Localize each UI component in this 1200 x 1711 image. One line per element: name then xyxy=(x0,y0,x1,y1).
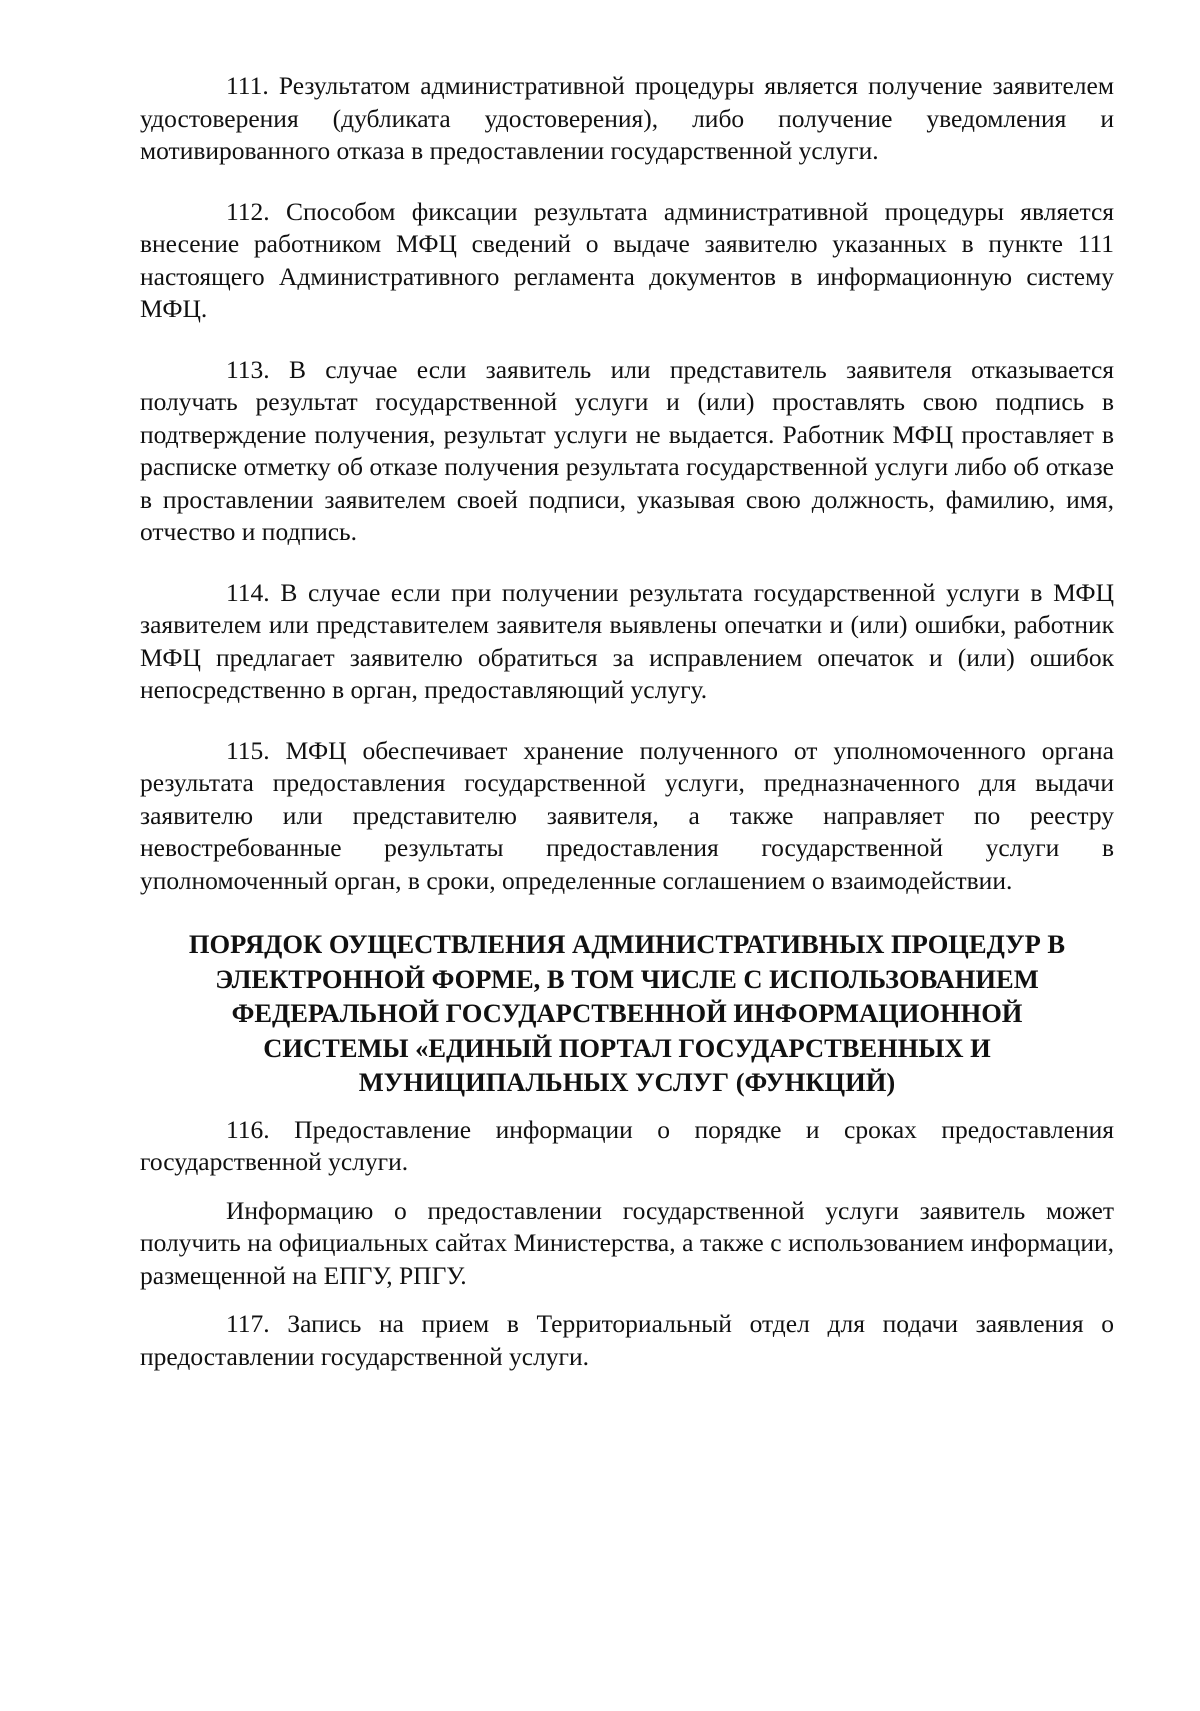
document-page xyxy=(140,70,1114,1373)
section-heading-line: ЭЛЕКТРОННОЙ ФОРМЕ, В ТОМ ЧИСЛЕ С ИСПОЛЬЗОВАНИЕМ xyxy=(215,963,1039,994)
paragraph-113: 113. В случае если заявитель или представитель заявителя отказывается получать результат государственной услуги и (или) проставлять свою подпись в подтверждение получения, результат услуги не выдается. Работник МФЦ проставляет в расписке отметку об отказе получения результата государственной услуги либо об отказе в проставлении заявителем своей подписи, указывая свою должность, фамилию, имя, отчество и подпись. xyxy=(140,354,1114,546)
paragraph-117: 117. Запись на прием в Территориальный отдел для подачи заявления о предоставлении государственной услуги. xyxy=(140,1309,1114,1371)
section-heading xyxy=(140,927,1114,1100)
paragraph-116: 116. Предоставление информации о порядке и сроках предоставления государственной услуги. xyxy=(140,1114,1114,1176)
paragraph-112: 112. Способом фиксации результата административной процедуры является внесение работником МФЦ сведений о выдаче заявителю указанных в пункте 111 настоящего Административного регламента документов в информационную систему МФЦ. xyxy=(140,196,1114,323)
paragraph-114: 114. В случае если при получении результата государственной услуги в МФЦ заявителем или представителем заявителя выявлены опечатки и (или) ошибки, работник МФЦ предлагает заявителю обратиться за исправлением опечаток и (или) ошибок непосредственно в орган, предоставляющий услугу. xyxy=(140,577,1114,704)
section-heading-line: ФЕДЕРАЛЬНОЙ ГОСУДАРСТВЕННОЙ ИНФОРМАЦИОННОЙ xyxy=(231,998,1023,1028)
paragraph-111: 111. Результатом административной процедуры является получение заявителем удостоверения (дубликата удостоверения), либо получение уведомления и мотивированного отказа в предоставлении государственной услуги. xyxy=(140,71,1114,165)
section-heading-line: ПОРЯДОК ОУЩЕСТВЛЕНИЯ АДМИНИСТРАТИВНЫХ ПРОЦЕДУР В xyxy=(188,929,1066,959)
section-heading-line: СИСТЕМЫ «ЕДИНЫЙ ПОРТАЛ ГОСУДАРСТВЕННЫХ И xyxy=(263,1032,991,1063)
section-heading-line: МУНИЦИПАЛЬНЫХ УСЛУГ (ФУНКЦИЙ) xyxy=(358,1067,896,1097)
paragraph-115: 115. МФЦ обеспечивает хранение полученного от уполномоченного органа результата предоставления государственной услуги, предназначенного для выдачи заявителю или представителю заявителя, а также направляет по реестру невостребованные результаты предоставления государственной услуги в уполномоченный орган, в сроки, определенные соглашением о взаимодействии. xyxy=(140,735,1114,895)
paragraph-116-info: Информацию о предоставлении государственной услуги заявитель может получить на официальных сайтах Министерства, а также с использованием информации, размещенной на ЕПГУ, РПГУ. xyxy=(140,1195,1114,1290)
